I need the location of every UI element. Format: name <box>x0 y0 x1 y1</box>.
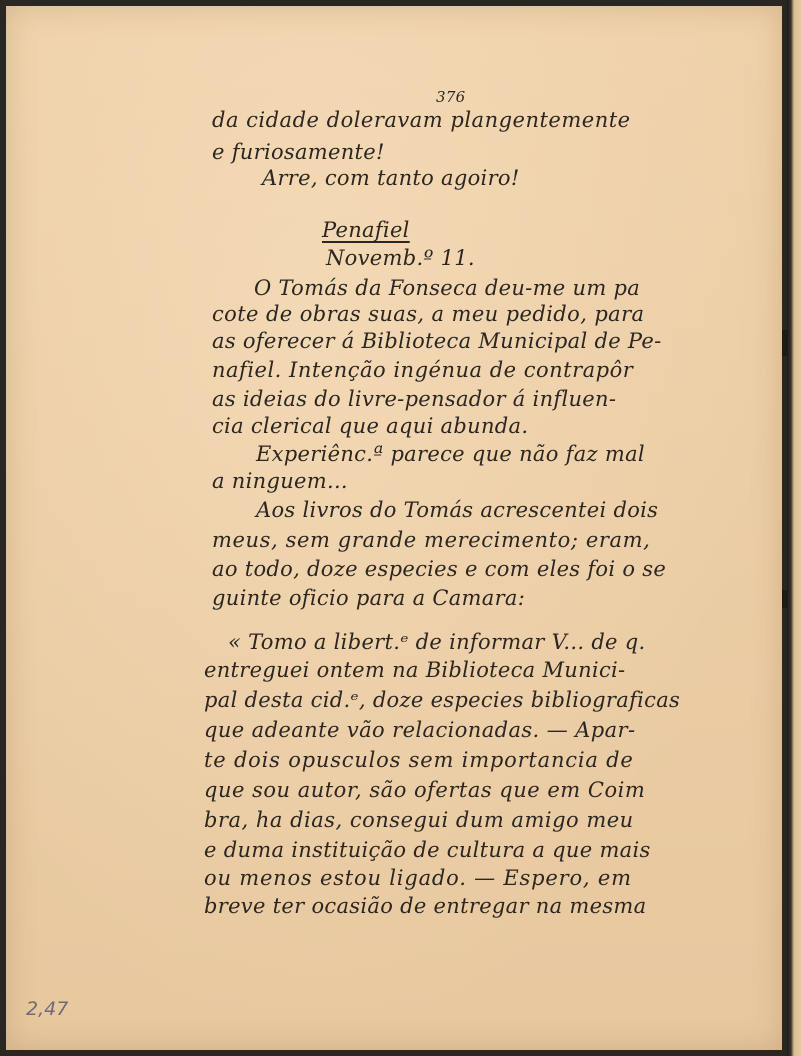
letter-line: e duma instituição de cultura a que mais <box>204 838 651 862</box>
next-page-edge <box>787 0 801 1056</box>
text-line: O Tomás da Fonseca deu-me um pa <box>254 276 641 300</box>
letter-line: « Tomo a libert.ᵉ de informar V... de q. <box>228 630 646 654</box>
text-line: as ideias do livre-pensador á influen- <box>212 387 617 411</box>
text-line: meus, sem grande merecimento; eram, <box>212 528 651 552</box>
text-line: e furiosamente! <box>212 140 385 164</box>
letter-line: ou menos estou ligado. — Espero, em <box>204 866 632 890</box>
letter-line: breve ter ocasião de entregar na mesma <box>204 894 647 918</box>
letter-line: entreguei ontem na Biblioteca Munici- <box>204 658 626 682</box>
text-line: ao todo, doze especies e com eles foi o se <box>212 557 667 581</box>
text-line: Arre, com tanto agoiro! <box>262 166 520 190</box>
letter-line: que sou autor, são ofertas que em Coim <box>204 778 646 802</box>
text-line: nafiel. Intenção ingénua de contrapôr <box>212 358 634 382</box>
letter-line: bra, ha dias, consegui dum amigo meu <box>204 808 634 832</box>
letter-line: pal desta cid.ᵉ, doze especies bibliograficas <box>204 688 681 712</box>
text-line: guinte oficio para a Camara: <box>212 586 526 610</box>
text-line: cia clerical que aqui abunda. <box>212 414 529 438</box>
text-line: cote de obras suas, a meu pedido, para <box>212 302 645 326</box>
text-line: as oferecer á Biblioteca Municipal de Pe- <box>212 329 662 353</box>
page-edge-notch <box>782 590 788 608</box>
letter-line: te dois opusculos sem importancia de <box>204 748 634 772</box>
text-line: Experiênc.ª parece que não faz mal <box>256 442 645 466</box>
text-line: Aos livros do Tomás acrescentei dois <box>256 498 659 522</box>
page-edge-notch <box>782 330 788 356</box>
page-number: 376 <box>436 88 466 106</box>
archive-folio-mark: 2,47 <box>26 998 69 1020</box>
place-heading: Penafiel <box>322 218 410 242</box>
text-line: a ninguem... <box>212 469 348 493</box>
text-line: da cidade doleravam plangentemente <box>212 108 631 132</box>
date-heading: Novemb.º 11. <box>326 246 475 270</box>
letter-line: que adeante vão relacionadas. — Apar- <box>204 718 636 742</box>
